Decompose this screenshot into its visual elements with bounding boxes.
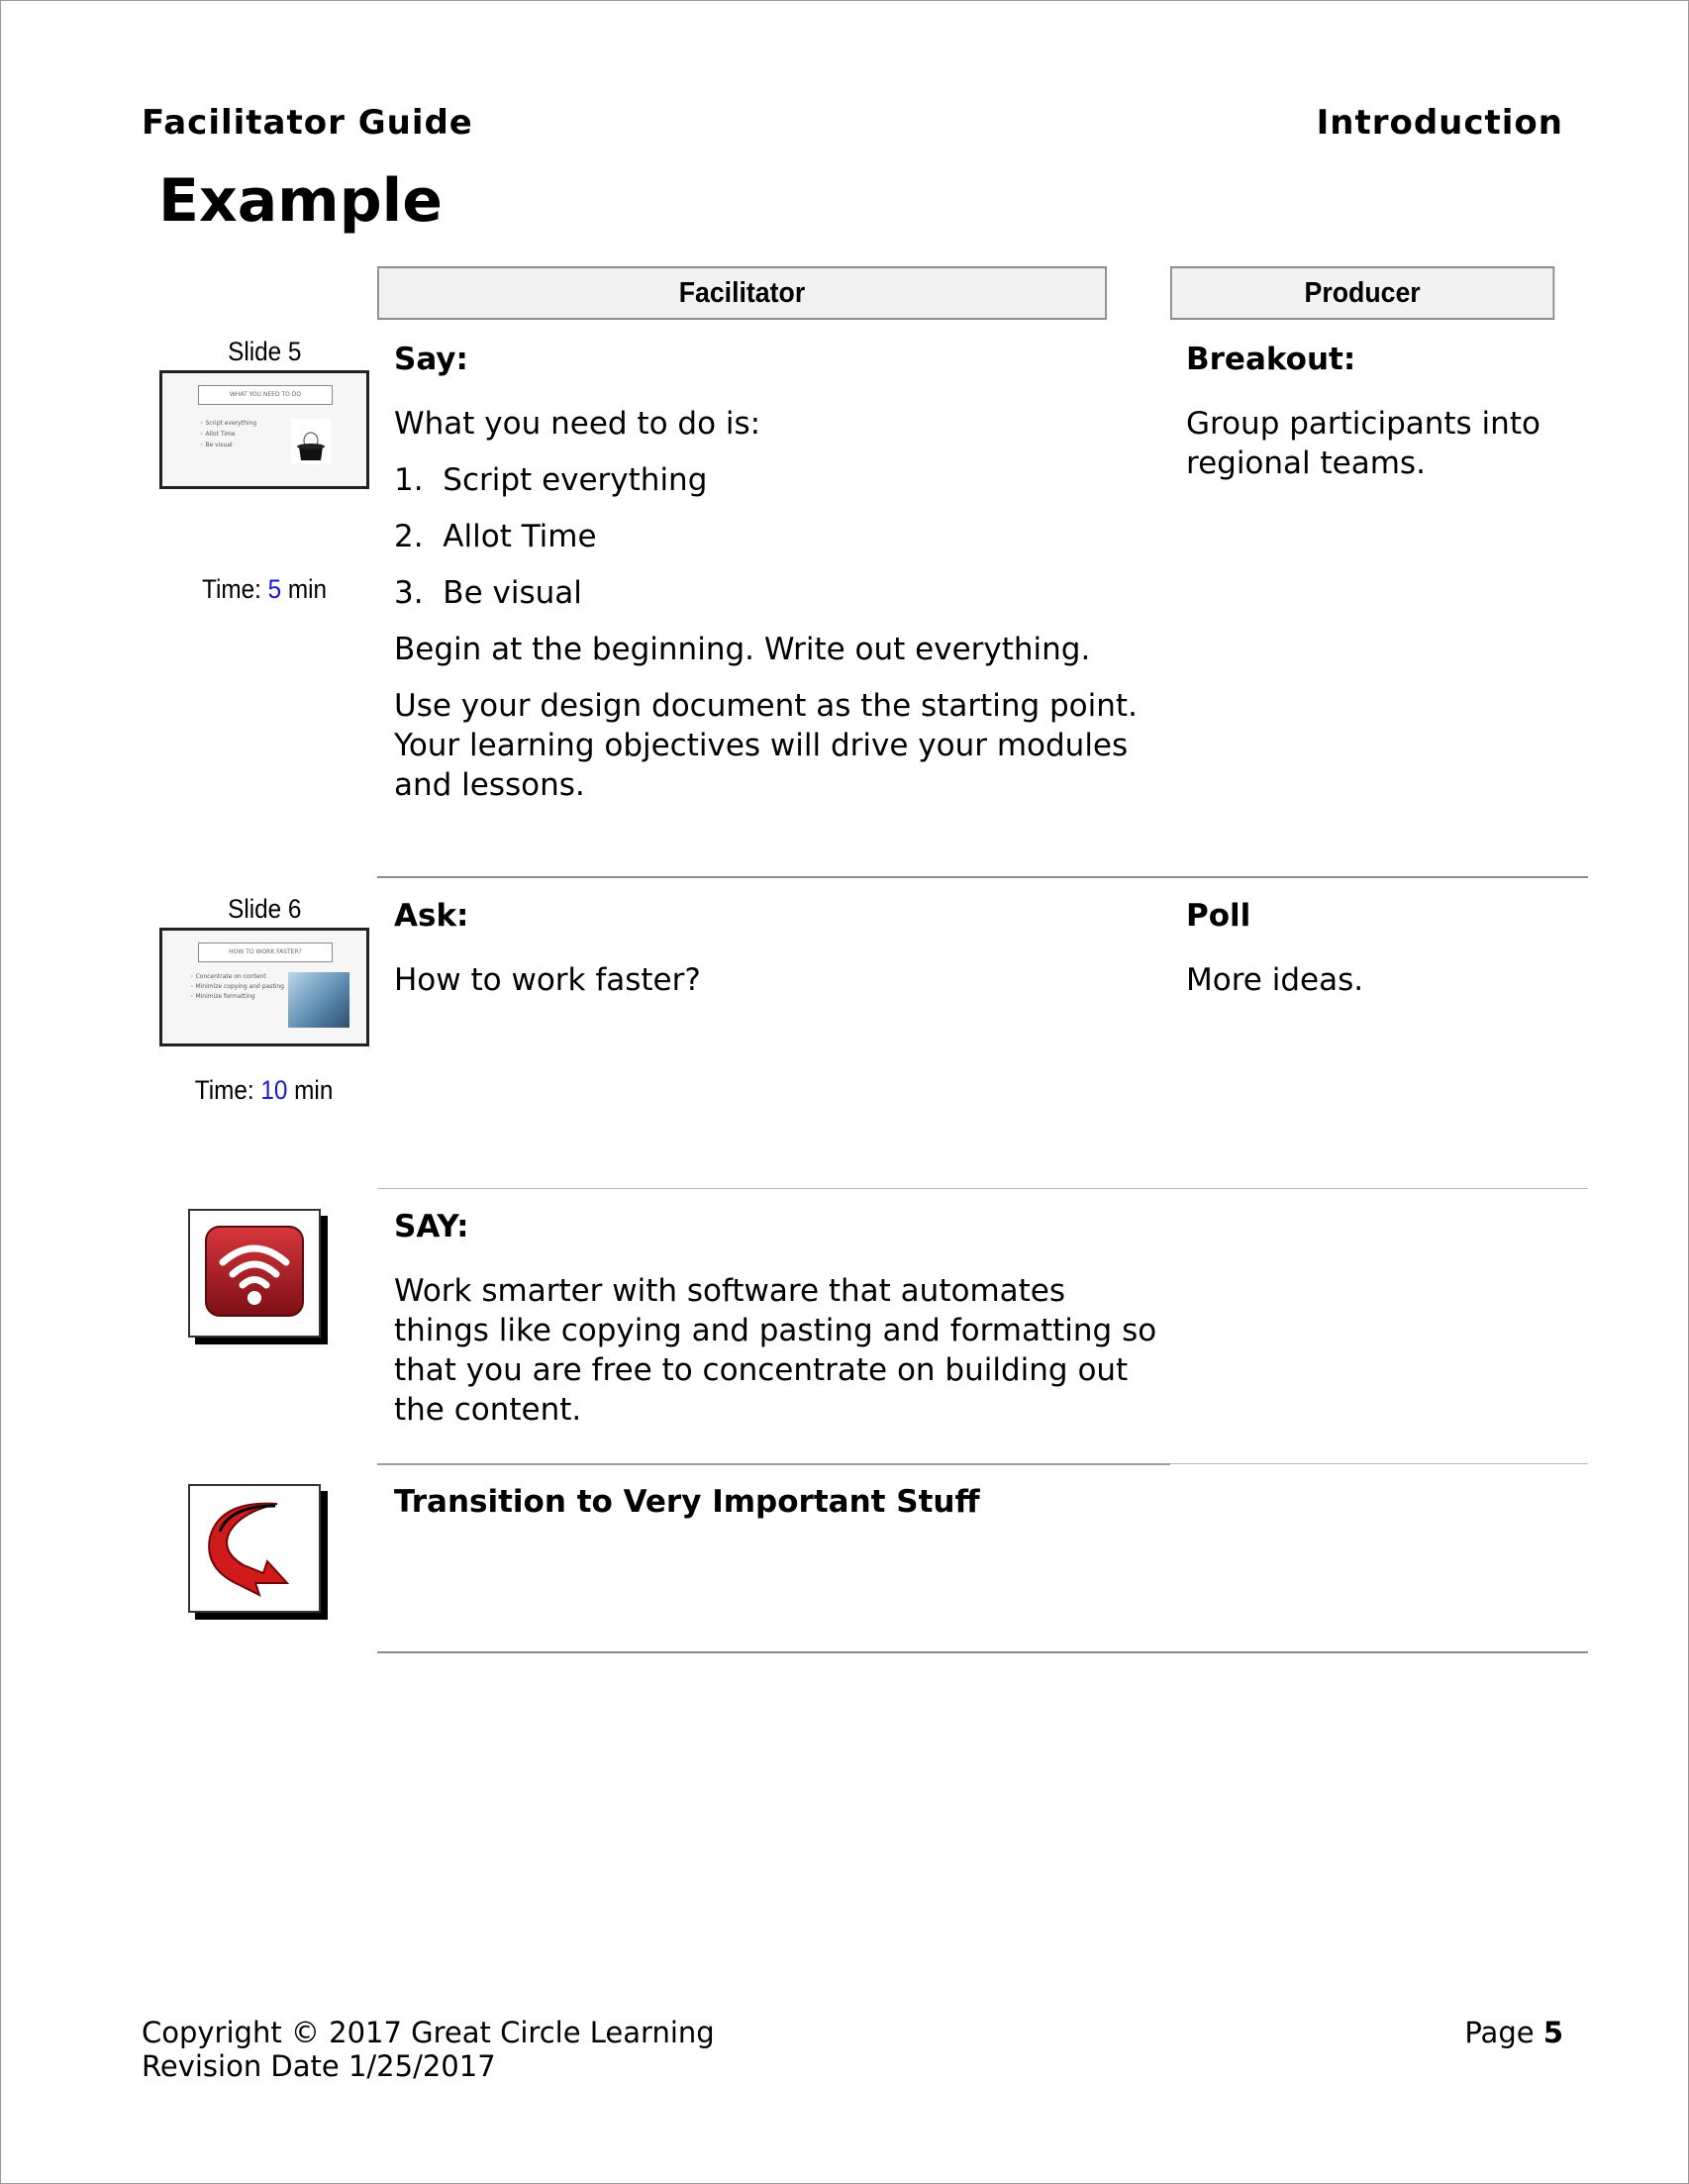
facilitator-intro: What you need to do is: xyxy=(394,406,761,442)
row-divider xyxy=(1170,1463,1588,1464)
facilitator-heading: Say: xyxy=(394,342,468,377)
time-label: Time: 10 min xyxy=(195,1075,334,1105)
slide-thumbnail xyxy=(159,370,369,489)
thumbnail-bullets: ◦ Concentrate on content ◦ Minimize copying and pasting ◦ Minimize formatting xyxy=(190,973,284,1000)
businessman-photo xyxy=(288,972,349,1028)
facilitator-text: How to work faster? xyxy=(394,962,701,998)
column-header-facilitator: Facilitator xyxy=(377,266,1107,320)
transition-heading: Transition to Very Important Stuff xyxy=(394,1484,980,1520)
producer-heading: Breakout: xyxy=(1186,342,1356,377)
facilitator-text: Work smarter with software that automates things like copying and pasting and formatting so that you are free to concentrate on building out the content. xyxy=(394,1273,1157,1428)
facilitator-heading: SAY: xyxy=(394,1209,469,1244)
transition-icon-box xyxy=(188,1484,321,1613)
list-item: 2. Allot Time xyxy=(394,519,597,554)
producer-text: More ideas. xyxy=(1186,962,1364,998)
header-guide-title: Facilitator Guide xyxy=(142,103,473,143)
footer-copyright: Copyright © 2017 Great Circle Learning xyxy=(142,2016,715,2049)
header-section-title: Introduction xyxy=(1316,103,1563,143)
footer-revision: Revision Date 1/25/2017 xyxy=(142,2049,496,2083)
thumbnail-title: HOW TO WORK FASTER? xyxy=(198,943,333,962)
slide-thumbnail xyxy=(159,928,369,1046)
transition-arrow-icon xyxy=(190,1486,319,1611)
row-divider xyxy=(1170,1188,1588,1189)
magician-hat-icon xyxy=(291,419,331,464)
say-icon-box xyxy=(188,1209,321,1338)
thumbnail-title: WHAT YOU NEED TO DO xyxy=(198,385,333,405)
producer-heading: Poll xyxy=(1186,898,1251,934)
facilitator-paragraph: Use your design document as the starting point. Your learning objectives will drive your modules and lessons. xyxy=(394,688,1138,803)
row-divider xyxy=(377,1188,1170,1189)
row-divider xyxy=(377,1463,1170,1465)
facilitator-heading: Ask: xyxy=(394,898,469,934)
slide-label: Slide 5 xyxy=(227,337,302,366)
time-label: Time: 5 min xyxy=(201,574,328,604)
slide-label: Slide 6 xyxy=(227,894,302,924)
wifi-icon xyxy=(190,1211,319,1336)
column-header-producer: Producer xyxy=(1170,266,1554,320)
table-bottom-rule xyxy=(377,1651,1588,1653)
list-item: 1. Script everything xyxy=(394,462,708,498)
producer-text: Group participants into regional teams. xyxy=(1186,406,1540,481)
thumbnail-bullets: ◦ Script everything ◦ Allot Time ◦ Be visual xyxy=(200,420,257,448)
footer-page-number: Page 5 xyxy=(1464,2016,1563,2049)
time-value: 5 xyxy=(267,574,282,604)
time-value: 10 xyxy=(260,1075,288,1105)
row-divider xyxy=(377,876,1588,878)
facilitator-paragraph: Begin at the beginning. Write out everything. xyxy=(394,632,1091,667)
page-title: Example xyxy=(158,166,443,236)
list-item: 3. Be visual xyxy=(394,575,582,611)
